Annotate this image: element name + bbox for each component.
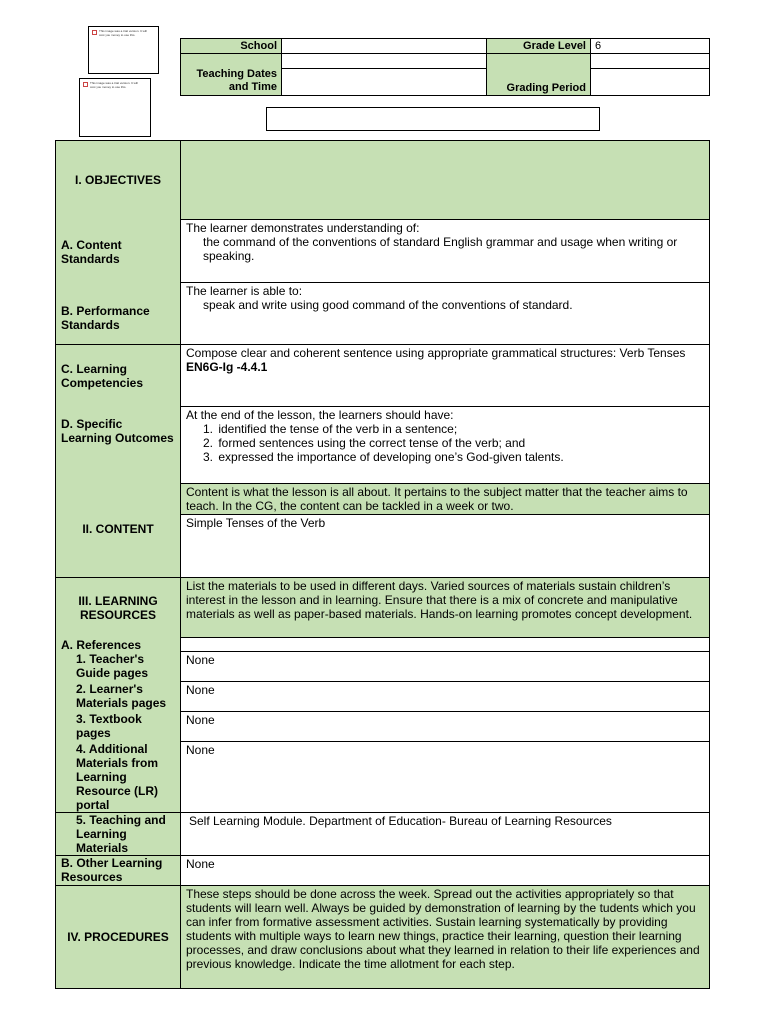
learning-competencies-cell <box>181 345 710 407</box>
logo-caption: This image was a trial version. It will cost you money to use this. <box>90 81 138 89</box>
content-standards-cell <box>181 220 710 283</box>
content-standards-text: the command of the conventions of standard English grammar and usage when writing or speaking. <box>203 235 678 263</box>
logo-placeholder-left <box>88 26 159 74</box>
learning-competencies-text: Compose clear and coherent sentence using appropriate grammatical structures: Verb Tenses <box>186 346 686 360</box>
school-label: School <box>181 39 282 54</box>
grade-level-label: Grade Level <box>487 39 591 54</box>
grading-period-label: Grading Period <box>487 54 591 96</box>
logo-placeholder-right <box>79 78 151 137</box>
other-resources-label: B. Other Learning Resources <box>56 855 181 885</box>
teaching-materials-label: 5. Teaching and Learning Materials <box>56 812 181 855</box>
learning-resources-note: List the materials to be used in different days. Varied sources of materials sustain children’s interest in the lesson and in learning. Ensure that there is a mix of concrete and manipulative materials as well as paper-based materials. Hands-on learning promotes concept development. <box>181 578 710 638</box>
grading-period-field-1[interactable] <box>591 54 710 69</box>
lesson-title-box[interactable] <box>266 107 600 131</box>
textbook-value: None <box>181 712 710 742</box>
outcome-item: 1. identified the tense of the verb in a sentence; <box>203 422 458 436</box>
other-resources-value: None <box>181 855 710 885</box>
procedures-label: IV. PROCEDURES <box>56 885 181 988</box>
logo-caption: This image was a trial version. It will cost you money to use this. <box>99 29 147 37</box>
specific-outcomes-label: D. Specific Learning Outcomes <box>56 407 181 484</box>
specific-outcomes-cell <box>181 407 710 484</box>
learners-materials-value: None <box>181 682 710 712</box>
content-label: II. CONTENT <box>56 484 181 578</box>
header-table <box>180 38 710 96</box>
outcome-item: 3. expressed the importance of developing one’s God-given talents. <box>203 450 564 464</box>
procedures-note: These steps should be done across the week. Spread out the activities appropriately so that students will learn well. Always be guided by demonstration of learning by the tudents which you can infer from formative assessment activities. Sustain learning systematically by providing students with multiple ways to learn new things, practice their learning, question their learning processes, and draw conclusions about what they learned in relation to their life experiences and previous knowledge. Indicate the time allotment for each step. <box>181 885 710 988</box>
teaching-materials-value: Self Learning Module. Department of Education- Bureau of Learning Resources <box>181 812 710 855</box>
additional-materials-label: 4. Additional Materials from Learning Resource (LR) portal <box>56 742 181 813</box>
objectives-cell <box>181 141 710 220</box>
content-standards-label: A. Content Standards <box>56 220 181 283</box>
learners-materials-label: 2. Learner's Materials pages <box>56 682 181 712</box>
teachers-guide-value: None <box>181 652 710 682</box>
learning-competencies-label: C. Learning Competencies <box>56 345 181 407</box>
outcome-item: 2. formed sentences using the correct tense of the verb; and <box>203 436 526 450</box>
performance-standards-cell <box>181 283 710 345</box>
content-standards-intro: The learner demonstrates understanding of: <box>186 221 420 235</box>
specific-outcomes-intro: At the end of the lesson, the learners should have: <box>186 408 454 422</box>
references-label: A. References <box>56 638 181 652</box>
grade-level-field[interactable]: 6 <box>591 39 710 54</box>
performance-standards-text: speak and write using good command of the conventions of standard. <box>203 298 573 312</box>
competency-code: EN6G-Ig -4.4.1 <box>186 360 268 374</box>
performance-standards-intro: The learner is able to: <box>186 284 303 298</box>
content-note: Content is what the lesson is all about. It pertains to the subject matter that the teacher aims to teach. In the CG, the content can be tackled in a week or two. <box>181 484 710 515</box>
references-cell <box>181 638 710 652</box>
objectives-label: I. OBJECTIVES <box>56 141 181 220</box>
teaching-dates-field-2[interactable] <box>282 69 487 96</box>
lesson-plan-table <box>55 140 710 989</box>
teachers-guide-label: 1. Teacher's Guide pages <box>56 652 181 682</box>
teaching-dates-field-1[interactable] <box>282 54 487 69</box>
school-field[interactable] <box>282 39 487 54</box>
performance-standards-label: B. Performance Standards <box>56 283 181 345</box>
grading-period-field-2[interactable] <box>591 69 710 96</box>
additional-materials-value: None <box>181 742 710 813</box>
textbook-label: 3. Textbook pages <box>56 712 181 742</box>
teaching-dates-label: Teaching Dates and Time <box>181 54 282 96</box>
learning-resources-label: III. LEARNING RESOURCES <box>56 578 181 638</box>
content-value: Simple Tenses of the Verb <box>181 515 710 578</box>
